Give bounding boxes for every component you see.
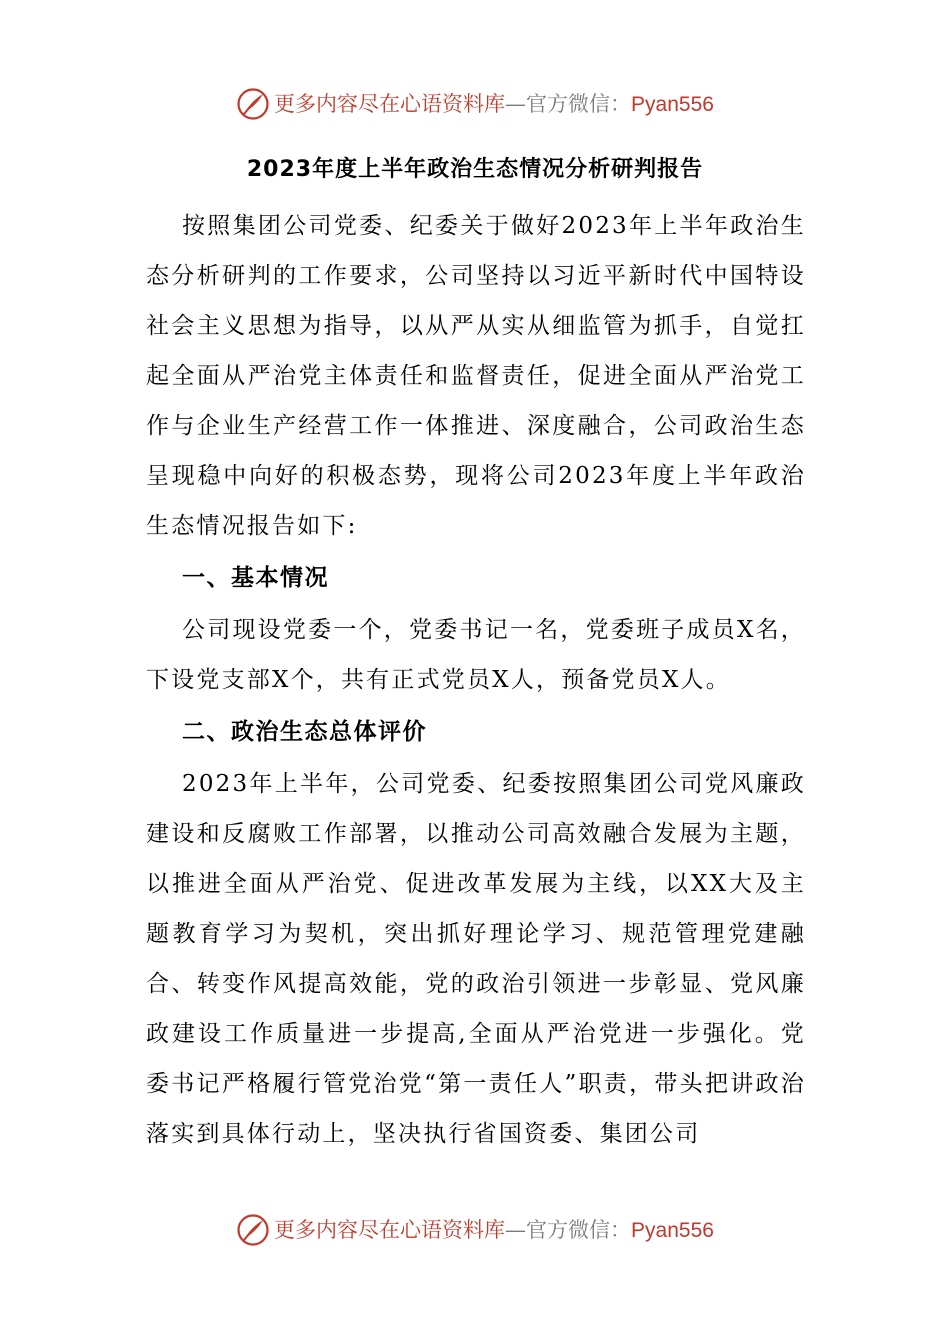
header-brand-text: 更多内容尽在心语资料库 xyxy=(274,91,506,116)
footer-wechat-id: Pyan556 xyxy=(631,1218,714,1242)
intro-paragraph: 按照集团公司党委、纪委关于做好2023年上半年政治生态分析研判的工作要求，公司坚持以习近平新时代中国特设社会主义思想为指导，以从严从实从细监管为抓手，自觉扛起全面从严治党主体责任和监督责任，促进全面从严治党工作与企业生产经营工作一体推进、深度融合，公司政治生态呈现稳中向好的积极态势，现将公司2023年度上半年政治生态情况报告如下: xyxy=(146,213,806,539)
footer-official-text: —官方微信： xyxy=(505,1217,632,1242)
footer-watermark xyxy=(0,1208,950,1252)
header-watermark xyxy=(0,82,950,126)
section-overall-evaluation-paragraph: 2023年上半年，公司党委、纪委按照集团公司党风廉政建设和反腐败工作部署，以推动公司高效融合发展为主题，以推进全面从严治党、促进改革发展为主线，以XX大及主题教育学习为契机，突出抓好理论学习、规范管理党建融合、转变作风提高效能，党的政治引领进一步彰显、党风廉政建设工作质量进一步提高,全面从严治党进一步强化。党委书记严格履行管党治党“第一责任人”职责，带头把讲政治落实到具体行动上，坚决执行省国资委、集团公司 xyxy=(146,771,806,1147)
section-heading-basic-situation: 一、基本情况 xyxy=(182,565,329,591)
quill-pen-logo-icon xyxy=(236,87,270,121)
section-basic-situation-paragraph: 公司现设党委一个，党委书记一名，党委班子成员X名，下设党支部X个，共有正式党员X人，预备党员X人。 xyxy=(146,617,806,693)
quill-pen-logo-icon xyxy=(236,1213,270,1247)
page-title: 2023年度上半年政治生态情况分析研判报告 xyxy=(246,157,704,182)
section-heading-overall-evaluation: 二、政治生态总体评价 xyxy=(182,719,427,745)
footer-brand-text: 更多内容尽在心语资料库 xyxy=(274,1217,506,1242)
header-official-text: —官方微信： xyxy=(505,91,632,116)
document-body xyxy=(146,201,806,1159)
header-wechat-id: Pyan556 xyxy=(631,92,714,116)
